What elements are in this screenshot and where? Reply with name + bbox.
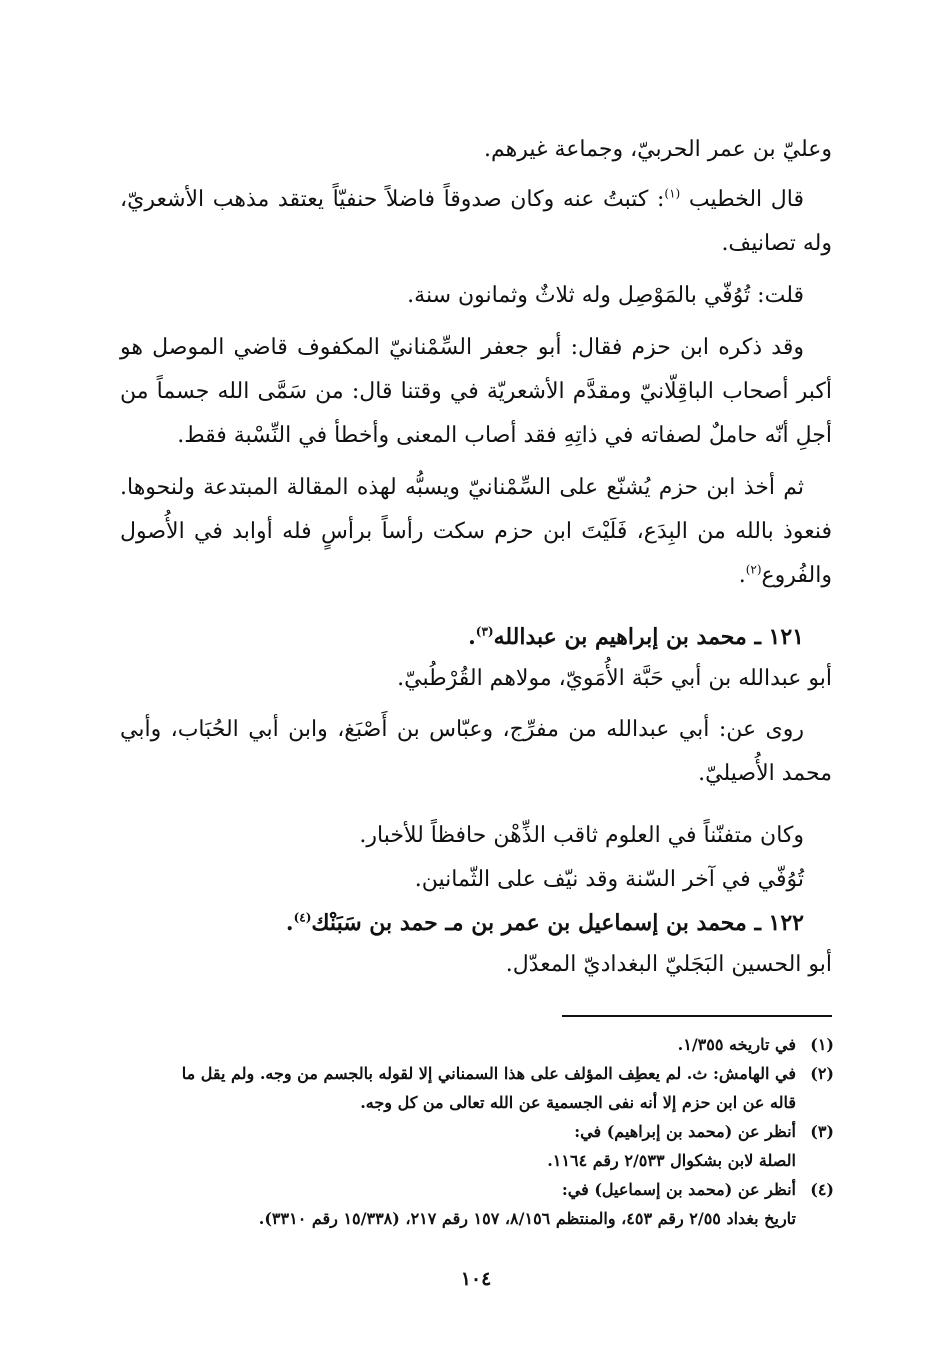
footnote-1 bbox=[114, 1030, 834, 1059]
footnote-number: (٤) bbox=[810, 1180, 834, 1199]
entry-subtitle-121 bbox=[120, 658, 832, 700]
paragraph-ibn-hazm bbox=[120, 326, 832, 458]
footnote-number: (٢) bbox=[810, 1064, 834, 1083]
line-death-121 bbox=[120, 858, 832, 902]
entry-subtitle-122 bbox=[120, 944, 832, 986]
footnote-text bbox=[114, 1117, 796, 1175]
paragraph-critique bbox=[120, 466, 832, 598]
paragraph-khatib bbox=[120, 178, 832, 266]
paragraph-narrated bbox=[120, 708, 832, 796]
text-line: وكان متفنّناً في العلوم ثاقب الذِّهْن حافظاً للأخبار. bbox=[359, 823, 804, 848]
text-run: : كتبتُ عنه وكان صدوقاً فاضلاً حنفيّاً يعتقد مذهب الأشعريّ، وله تصانيف. bbox=[120, 187, 832, 256]
footnote-3 bbox=[114, 1117, 834, 1175]
text-line: وعليّ بن عمر الحربيّ، وجماعة غيرهم. bbox=[484, 137, 832, 162]
footnote-ref-3[interactable]: (٣) bbox=[475, 624, 494, 639]
text-run: ثم أخذ ابن حزم يُشنّع على السِّمْنانيّ ويسبُّه لهذه المقالة المبتدعة ولنحوها. فنعوذ بالله من البِدَع، فَلَيْتَ ابن حزم سكت رأساً برأسٍ فله أوابد في الأُصول والفُروع bbox=[120, 475, 832, 588]
spacer bbox=[120, 606, 832, 616]
entry-heading-121 bbox=[120, 616, 832, 658]
text-line: قلت: تُوُفّي بالمَوْصِل وله ثلاثٌ وثمانون سنة. bbox=[407, 283, 804, 308]
footnote-number: (٣) bbox=[810, 1122, 834, 1141]
footnote-line: قاله عن ابن حزم إلا أنه نفى الجسمية عن الله تعالى من كل وجه. bbox=[360, 1093, 796, 1112]
text-run: . bbox=[468, 624, 476, 650]
entry-title: ١٢٢ ـ محمد بن إسماعيل بن عمر بن مـ حمد بن سَبَنْك bbox=[311, 910, 804, 936]
footnotes bbox=[114, 1030, 834, 1233]
footnote-ref-4[interactable]: (٤) bbox=[293, 910, 312, 925]
text-run: . bbox=[738, 563, 746, 588]
footnote-line: في الهامش: ث. لم يعطِف المؤلف على هذا السمناني إلا لقوله بالجسم من وجه. ولم يقل ما bbox=[181, 1064, 796, 1083]
footnote-line: أنظر عن (محمد بن إسماعيل) في: bbox=[561, 1180, 796, 1199]
entry-title: ١٢١ ـ محمد بن إبراهيم بن عبدالله bbox=[493, 624, 804, 650]
footnote-ref-1[interactable]: (١) bbox=[664, 186, 681, 201]
footnote-divider bbox=[562, 1015, 832, 1017]
text-run: روى عن: أبي عبدالله من مفرِّج، وعبّاس بن أَصْبَغ، وابن أبي الحُبَاب، وأبي محمد الأُصيليّ. bbox=[120, 717, 832, 786]
text-line: أبو الحسين البَجَليّ البغداديّ المعدّل. bbox=[505, 952, 832, 977]
page-number: ١٠٤ bbox=[460, 1268, 492, 1290]
footnote-line: الصلة لابن بشكوال ٢/٥٣٣ رقم ١١٦٤. bbox=[547, 1151, 796, 1170]
footnote-text bbox=[114, 1059, 796, 1117]
text-run: وقد ذكره ابن حزم فقال: أبو جعفر السِّمْنانيّ المكفوف قاضي الموصل هو أكبر أصحاب الباقِلّانيّ ومقدَّم الأشعريّة في وقتنا قال: من سَمَّى الله جسماً من أجلِ أنّه حاملٌ لصفاته في ذاتِهِ فقد أصاب المعنى وأخطأ في النِّسْبة فقط. bbox=[120, 335, 832, 448]
footnote-ref-2[interactable]: (٢) bbox=[745, 562, 762, 577]
entry-heading-122 bbox=[120, 902, 832, 944]
footnote-number: (١) bbox=[810, 1035, 834, 1054]
line-scholarship bbox=[120, 814, 832, 858]
paragraph-death bbox=[120, 274, 832, 318]
footnote-line: في تاريخه ١/٣٥٥. bbox=[677, 1035, 796, 1054]
footnote-4 bbox=[114, 1175, 834, 1233]
footnote-text bbox=[114, 1175, 796, 1233]
paragraph-continuation bbox=[120, 128, 832, 172]
footnote-text bbox=[114, 1030, 796, 1059]
text-run: قال الخطيب bbox=[688, 187, 804, 212]
footnote-2 bbox=[114, 1059, 834, 1117]
text-line: تُوُفّي في آخر السّنة وقد نيّف على الثّمانين. bbox=[414, 867, 804, 892]
footnote-line: تاريخ بغداد ٢/٥٥ رقم ٤٥٣، والمنتظم ٨/١٥٦، ١٥٧ رقم ٢١٧، (١٥/٣٣٨ رقم ٣٣١٠). bbox=[258, 1209, 796, 1228]
spacer bbox=[120, 804, 832, 814]
text-line: أبو عبدالله بن أبي حَبَّة الأُمَويّ، مولاهم القُرْطُبيّ. bbox=[397, 666, 832, 691]
main-text bbox=[120, 128, 832, 994]
footnote-line: أنظر عن (محمد بن إبراهيم) في: bbox=[574, 1122, 796, 1141]
text-run: . bbox=[285, 910, 294, 936]
